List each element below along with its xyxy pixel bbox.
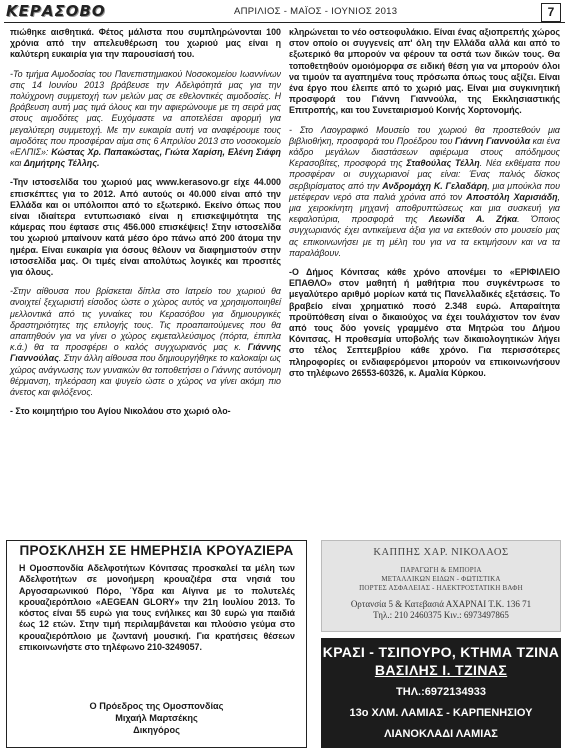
- newspaper-logo: ΚΕΡΑΣΟΒΟ: [6, 2, 106, 20]
- tzinas-owner: ΒΑΣΙΛΗΣ Ι. ΤΖΙΝΑΣ: [374, 662, 508, 678]
- tzinas-phone: ΤΗΛ.:6972134933: [396, 686, 486, 698]
- cruise-title: ΠΡΟΣΚΛΗΣΗ ΣΕ ΗΜΕΡΗΣΙΑ ΚΡΟΥΑΖΙΕΡΑ: [19, 543, 294, 558]
- tzinas-town: ΛΙΑΝΟΚΛΑΔΙ ΛΑΜΙΑΣ: [384, 728, 498, 740]
- tzinas-line-1: ΚΡΑΣΙ - ΤΣΙΠΟΥΡΟ, ΚΤΗΜΑ ΤΖΙΝΑ: [322, 644, 560, 660]
- tzinas-advertisement: [321, 638, 561, 748]
- right-column: [289, 27, 560, 387]
- left-paragraph-3: -Την ιστοσελίδα του χωριού μας www.kerasovo.gr είχε 44.000 επισκέπτες για το 2012. Από αυτούς οι 40.000 είναι από την Ελλάδα και οι υπόλοιποι από το εξωτερικό. Εκείνο όπως που είναι ιδιαίτερα εντυπωσιακό είναι η επισκεψιμότητα της κάμερας που έφτασε στις 456.000 επισκέψεις! Στην ιστοσελίδα του χωριού μπαίνουν κατά μέσο όρο πάνω από 200 άτομα την ημέρα. Είναι ευκαιρία για όσους θέλουν να διαφημιστούν στην ιστοσελίδα μας. Οι τιμές είναι απολύτως λογικές και προσιτές για όλους.: [10, 177, 281, 278]
- cruise-signature: Ο Πρόεδρος της Ομοσπονδίας Μιχαήλ Μαρτσέκης Δικηγόρος: [89, 701, 224, 735]
- page-header: [4, 2, 565, 22]
- left-paragraph-5: - Στο κοιμητήριο του Αγίου Νικολάου στο χωριό ολο-: [10, 406, 231, 417]
- left-paragraph-2: -Το τμήμα Αιμοδοσίας του Πανεπιστημιακού Νοσοκομείου Ιωαννίνων στις 14 Ιουνίου 2013 βράβευσε την Αδελφότητά μας για την πολύχρονη συμμετοχή των μελών μας σε εθελοντικές αιμοδοσίες. Η βράβευση αυτή μας τιμά όλους και την αφιερώνουμε με τη σειρά μας στους αιμοδότες μας. Ευχόμαστε να αποτελέσει αφορμή για μεγαλύτερη συμμετοχή. Με την ευκαιρία αυτή να αναφέρουμε τους αιμοδότες που προσφέραν αίμα στις 6 Απριλίου 2013 στο νοσοκομείο «ΕΛΠΙΣ»: Κώστας Χρ. Παπακώστας, Γιώτα Χαρίση, Ελένη Σιάφη και Δημήτρης Τέλλης.: [10, 68, 281, 169]
- tzinas-location: 13ο ΧΛΜ. ΛΑΜΙΑΣ - ΚΑΡΠΕΝΗΣΙΟΥ: [349, 707, 533, 719]
- right-paragraph-1: κληρώνεται το νέο οστεοφυλάκιο. Είναι ένας αξιοπρεπής χώρος στον οποίο οι συγγενείς απ' όλη την Ελλάδα αλλά και από το εξωτερικό θα μπορούν να φέρουν τα οστά των δικών τους. Θα τοποθετηθούν ομοιόμορφα σε ειδική θέση για να μπορούν όλοι να τιμούν τα αγαπημένα τους πρόσωπα όπως τους αξίζει. Είναι ένα έργο που έλειπε από το χωριό μας. Είναι μια συγκινητική προσφορά του Γιάννη Γιαννούλα, της Εκκλησιαστικής Επιτροπής, και του Συνεταιρισμού Κοινής Χορτονομής.: [289, 27, 560, 116]
- kappis-address: Ορτανσία 5 & Κατεβασιά ΑΧΑΡΝΑΙ Τ.Κ. 136 71 Τηλ.: 210 2460375 Κιν.: 6973497865: [350, 599, 532, 620]
- header-divider: [4, 22, 565, 23]
- right-paragraph-2: - Στο Λαογραφικό Μουσείο του χωριού θα προστεθούν μια βιβλιοθήκη, προσφορά του Προέδρου του Γιάννη Γιαννούλα και ένα κάδρο μεγάλων διαστάσεων αφιέρωμα στους απόδημους Κερασοβίτες, προσφορά της Σταθούλας Τέλλη. Νέα εκθέματα που προσφέραν οι συγχωριανοί μας είναι: Ένας παλιός δίσκος σερβιρίσματος από την Ανδρομάχη Κ. Γελαδάρη, μια μπούκλα που μετέφεραν νερό στα παλιά χρόνια από τον Αποστόλη Χαρισιάδη, μια χειροκίνητη μηχανή αποθρυπτώσεως και μια συσκευή για κεφαλοτύρια, προσφορά της Λεωνίδα Α. Ζήκα. Όποιος συγχωριανός έχει αντικείμενα άξια για να εκτεθούν στο μουσείο μας ας επικοινωνήσει με τη μέλη του για να τα εκτιμήσουν και να τα παραλάβουν.: [289, 124, 560, 258]
- left-column: [10, 27, 281, 426]
- cruise-invitation-box: [6, 540, 307, 748]
- kappis-advertisement: ΚΑΠΠΗΣ ΧΑΡ. ΝΙΚΟΛΑΟΣ ΠΑΡΑΓΩΓΗ & ΕΜΠΟΡΙΑ ΜΕΤΑΛΛΙΚΩΝ ΕΙΔΩΝ - ΦΩΤΙΣΤΙΚΑ ΠΟΡΤΕΣ ΑΣΦΑΛΕΙΑΣ - ΗΛΕΚΤΡΟΣΤΑΤΙΚΗ ΒΑΦΗ Ορτανσία 5 & Κατεβασιά ΑΧΑΡΝΑΙ Τ.Κ. 136 71 Τηλ.: 210 2460375 Κιν.: 6973497865: [321, 540, 561, 632]
- right-paragraph-3: -Ο Δήμος Κόνιτσας κάθε χρόνο απονέμει το «ΕΡΙΦΙΛΕΙΟ ΕΠΑΘΛΟ» στον μαθητή ή μαθήτρια που συγκέντρωσε το μεγαλύτερο αριθμό μορίων κατά τις Πανελλαδικές εξετάσεις. Το βραβείο είναι χρηματικό ποσό 2.348 ευρώ. Απαραίτητα προϋπόθεση είναι ο δικαιούχος να έχει τουλάχιστον τον έναν από τους δύο γονείς γραμμένο στα Μητρώα του Δήμου Κόνιτσας. Η προθεσμία υποβολής των δικαιολογητικών λήγει στο τέλος Σεπτεμβρίου κάθε χρόνο. Για περισσότερες πληροφορίες οι ενδιαφερόμενοι μπορούν να επικοινωνήσουν στο τηλέφωνο 26553-60326, κ. Αμαλία Κύρκου.: [289, 267, 560, 378]
- kappis-name: ΚΑΠΠΗΣ ΧΑΡ. ΝΙΚΟΛΑΟΣ: [373, 547, 509, 558]
- page-number: 7: [541, 3, 561, 22]
- left-paragraph-1: πιώθηκε αισθητικά. Φέτος μάλιστα που συμπληρώνονται 100 χρόνια από την απελευθέρωση του χωριού μας είναι η καλύτερη ευκαιρία για την παρουσίασή του.: [10, 27, 281, 60]
- left-paragraph-4: -Στην αίθουσα που βρίσκεται δίπλα στο Ιατρείο του χωριού θα ανοιχτεί ξεχωριστή είσοδος ώστε ο χώρος αυτός να χρησιμοποιηθεί μελλοντικά από τις γυναίκες του Κερασόβου για δημιουργικές δραστηριότητες της επιλογής τους. Τις προαπαιτούμενες που θα απαιτηθούν για να γίνει ο χώρος εκμεταλλεύσιμος (πόρτα, έπιπλα κ.ά.) θα τα προσφέρει ο καλός συγχωριανός μας κ. Γιάννης Γιαννούλας. Στην άλλη αίθουσα που δημιουργήθηκε το καλοκαίρι ως χώρος ανάγνωσης των γυναικών θα τοποθετήσει ο Γιάννης αυτόνομη θέρμανση, τηλεόραση και ψυγείο ώστε ο χώρος να γίνει ακόμη πιο άνετος και φιλόξενος.: [10, 286, 281, 398]
- issue-date: ΑΠΡΙΛΙΟΣ - ΜΑΪΟΣ - ΙΟΥΝΙΟΣ 2013: [234, 6, 398, 17]
- cruise-body: Η Ομοσπονδία Αδελφοτήτων Κόνιτσας προσκαλεί τα μέλη των Αδελφοτήτων σε μονοήμερη κρουαζιέρα στα νησιά του Αργοσαρωνικού Πόρο, Ύδρα και Αίγινα με το πολυτελές κρουαζιερόπλοιο «AEGEAN GLORY» την 21η Ιουλίου 2013. Το κόστος είναι 55 ευρώ για τους ενήλικες και 30 ευρώ για παιδιά έως 12 ετών. Στην τιμή περιλαμβάνεται και πλούσιο γεύμα στο κρουαζιερόπλοιο με ζωντανή μουσική. Για κρατήσεις θέσεων επικοινωνήστε στο τηλέφωνο 210-3249057.: [19, 563, 295, 653]
